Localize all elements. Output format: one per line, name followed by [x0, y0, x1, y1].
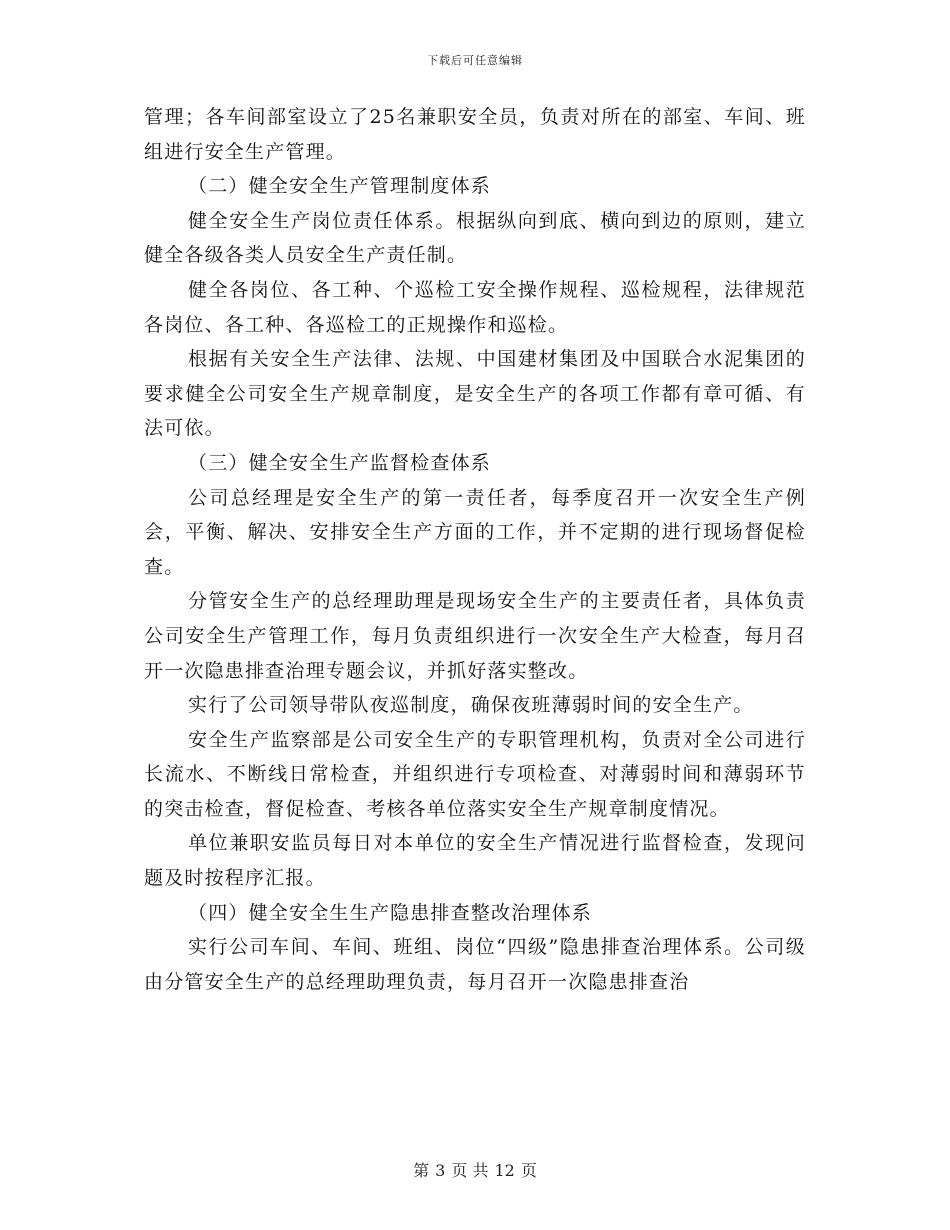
paragraph-8: 分管安全生产的总经理助理是现场安全生产的主要责任者，具体负责公司安全生产管理工作，每月负责组织进行一次安全生产大检查，每月召开一次隐患排查治理专题会议，并抓好落实整改。	[144, 590, 806, 682]
page-header: 下载后可任意编辑	[427, 54, 523, 67]
footer-prefix: 第	[413, 1161, 430, 1180]
section-heading-4: （四）健全安全生生产隐患排查整改治理体系	[188, 901, 593, 924]
current-page-number: 3	[435, 1161, 446, 1180]
paragraph-9: 实行了公司领导带队夜巡制度，确保夜班薄弱时间的安全生产。	[188, 694, 754, 717]
paragraph-10: 安全生产监察部是公司安全生产的专职管理机构，负责对全公司进行长流水、不断线日常检查，并组织进行专项检查、对薄弱时间和薄弱环节的突击检查，督促检查、考核各单位落实安全生产规章制度情况。	[144, 728, 806, 820]
footer-middle: 页 共	[451, 1161, 489, 1180]
paragraph-1: 管理；各车间部室设立了25名兼职安全员，负责对所在的部室、车间、班组进行安全生产管理。	[144, 106, 806, 163]
section-heading-2: （二）健全安全生产管理制度体系	[188, 175, 492, 198]
footer-suffix: 页	[520, 1161, 537, 1180]
paragraph-4: 健全各岗位、各工种、个巡检工安全操作规程、巡检规程，法律规范各岗位、各工种、各巡检工的正规操作和巡检。	[144, 278, 806, 336]
total-page-count: 12	[494, 1161, 515, 1180]
paragraph-13: 实行公司车间、车间、班组、岗位“四级”隐患排查治理体系。公司级由分管安全生产的总经理助理负责，每月召开一次隐患排查治	[144, 936, 806, 993]
section-heading-3: （三）健全安全生产监督检查体系	[188, 451, 492, 474]
paragraph-11: 单位兼职安监员每日对本单位的安全生产情况进行监督检查，发现问题及时按程序汇报。	[144, 832, 806, 890]
paragraph-3: 健全安全生产岗位责任体系。根据纵向到底、横向到边的原则，建立健全各级各类人员安全生产责任制。	[144, 209, 806, 267]
document-body	[144, 100, 806, 999]
paragraph-5: 根据有关安全生产法律、法规、中国建材集团及中国联合水泥集团的要求健全公司安全生产规章制度，是安全生产的各项工作都有章可循、有法可依。	[144, 348, 806, 440]
paragraph-7: 公司总经理是安全生产的第一责任者，每季度召开一次安全生产例会，平衡、解决、安排安全生产方面的工作，并不定期的进行现场督促检查。	[144, 486, 806, 578]
page-footer	[0, 1158, 950, 1181]
